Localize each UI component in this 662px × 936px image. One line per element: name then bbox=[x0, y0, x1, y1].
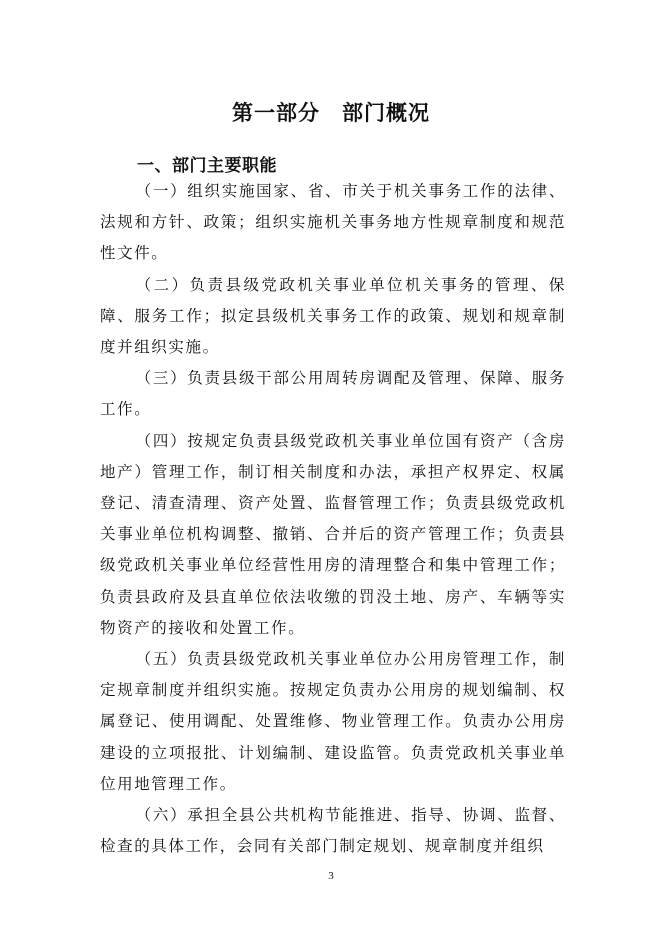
paragraph-2: （二）负责县级党政机关事业单位机关事务的管理、保障、服务工作；拟定县级机关事务工作的政策、规划和规章制度并组织实施。 bbox=[100, 275, 566, 357]
page-number: 3 bbox=[328, 870, 334, 882]
paragraph-1: （一）组织实施国家、省、市关于机关事务工作的法律、法规和方针、政策；组织实施机关事务地方性规章制度和规范性文件。 bbox=[100, 182, 566, 263]
document-body bbox=[100, 176, 566, 862]
section-heading: 一、部门主要职能 bbox=[137, 156, 277, 176]
paragraph-4: （四）按规定负责县级党政机关事业单位国有资产（含房地产）管理工作，制订相关制度和办法，承担产权界定、权属登记、清查清理、资产处置、监督管理工作；负责县级党政机关事业单位机构调整、撤销、合并后的资产管理工作；负责县级党政机关事业单位经营性用房的清理整合和集中管理工作；负责县政府及县直单位依法收缴的罚没土地、房产、车辆等实物资产的接收和处置工作。 bbox=[100, 431, 566, 637]
page-title: 第一部分 部门概况 bbox=[232, 101, 430, 125]
paragraph-3: （三）负责县级干部公用周转房调配及管理、保障、服务工作。 bbox=[100, 369, 566, 419]
paragraph-5: （五）负责县级党政机关事业单位办公用房管理工作，制定规章制度并组织实施。按规定负责办公用房的规划编制、权属登记、使用调配、处置维修、物业管理工作。负责办公用房建设的立项报批、计划编制、建设监管。负责党政机关事业单位用地管理工作。 bbox=[100, 650, 566, 793]
paragraph-6: （六）承担全县公共机构节能推进、指导、协调、监督、检查的具体工作，会同有关部门制定规划、规章制度并组织 bbox=[100, 806, 566, 856]
